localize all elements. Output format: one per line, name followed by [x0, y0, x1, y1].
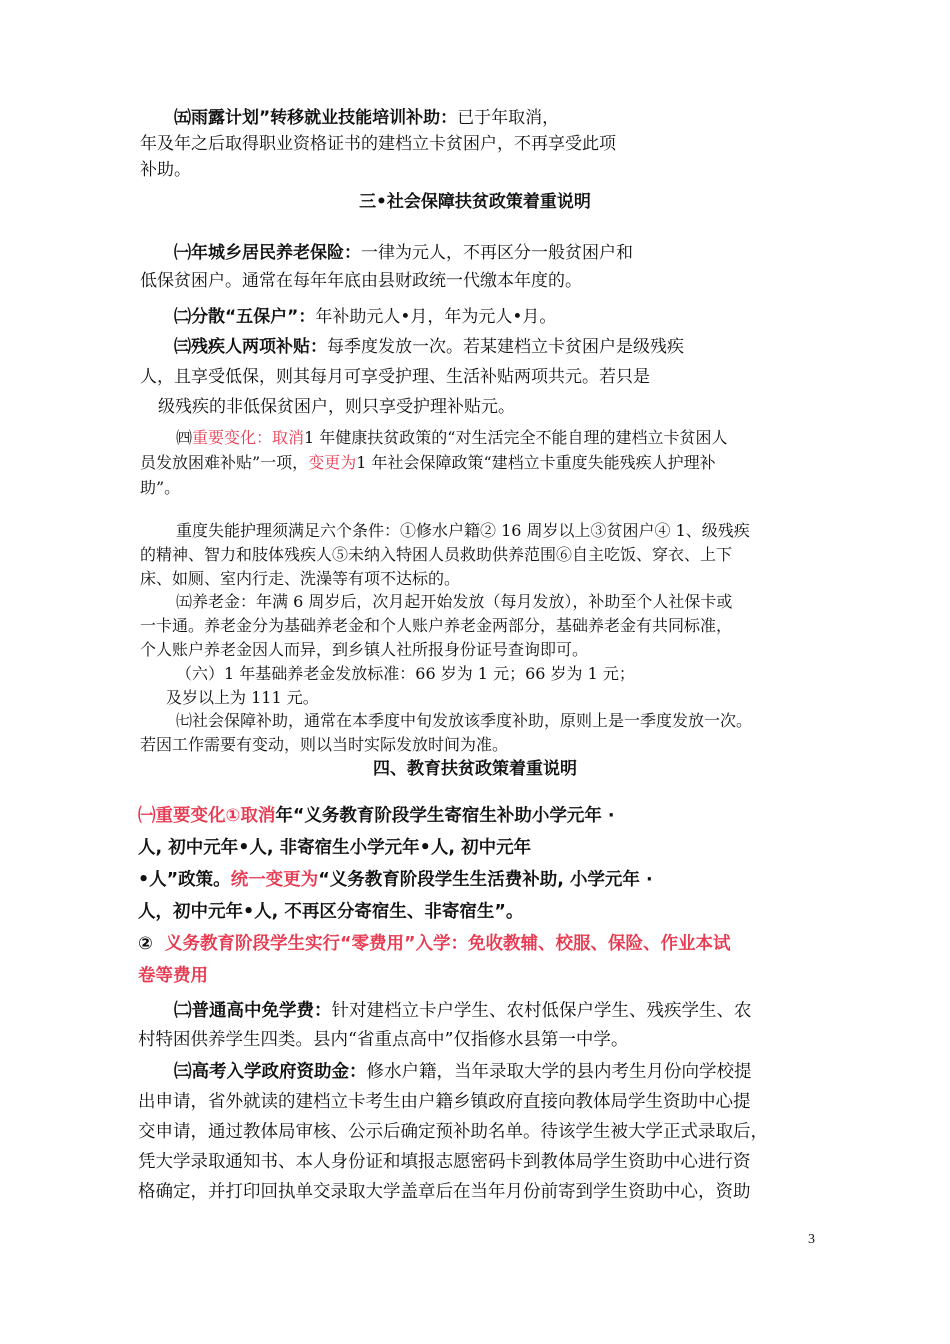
- ed-item-1-line-3a: •人”政策。: [138, 870, 231, 890]
- care-line-1: 重度失能护理须满足六个条件：①修水户籍② 16 周岁以上③贫困户④ 1、级残疾: [176, 521, 750, 540]
- ed-item-3-line-5: 格确定，并打印回执单交录取大学盖章后在当年月份前寄到学生资助中心，资助: [138, 1182, 751, 1202]
- ss-item-7-line-1: ㈦社会保障补助，通常在本季度中旬发放该季度补助，原则上是一季度发放一次。: [176, 711, 753, 730]
- ss-item-4-line-3: 助”。: [140, 478, 181, 497]
- ed-item-1-number: ㈠: [138, 806, 156, 826]
- ss-item-1: [174, 245, 633, 262]
- ed-item-1-circled-2: ②: [138, 934, 153, 954]
- ss-item-4-change-to: 变更为: [308, 453, 357, 472]
- ed-item-3-line-4: 凭大学录取通知书、本人身份证和填报志愿密码卡到教体局学生资助中心进行资: [138, 1152, 751, 1172]
- ss-item-4-line-2b: 1 年社会保障政策“建档立卡重度失能残疾人护理补: [356, 453, 716, 472]
- ed-item-2-line-2: 村特困供养学生四类。县内“省重点高中”仅指修水县第一中学。: [138, 1030, 629, 1050]
- ed-item-1-line-3b: “义务教育阶段学生生活费补助, 小学元年 ·: [318, 870, 653, 890]
- care-line-3: 床、如厕、室内行走、洗澡等有项不达标的。: [140, 569, 461, 588]
- ed-item-3-text: 修水户籍，当年录取大学的县内考生月份向学校提: [366, 1062, 752, 1082]
- ed-item-1-line-3: [138, 872, 653, 890]
- s5-text: 已于年取消，: [457, 108, 560, 128]
- ss-item-6-line-2: 及岁以上为 111 元。: [166, 688, 319, 707]
- ss-item-4-text: 1 年健康扶贫政策的“对生活完全不能自理的建档立卡贫困人: [304, 428, 728, 447]
- ss-item-4-line-2: [140, 455, 716, 471]
- s5-line-1: [174, 110, 559, 127]
- ss-item-5-line-1: ㈤养老金：年满 6 周岁后，次月起开始发放（每月发放），补助至个人社保卡或: [176, 592, 733, 611]
- ss-item-4-number: ㈣: [176, 428, 193, 447]
- ed-item-2: [174, 1003, 752, 1021]
- ss-item-1-heading: ㈠年城乡居民养老保险：: [174, 243, 361, 263]
- ed-item-1-text: 年“义务教育阶段学生寄宿生补助小学元年 ·: [275, 806, 615, 826]
- ed-item-3-line-2: 出申请，省外就读的建档立卡考生由户籍乡镇政府直接向教体局学生资助中心提: [138, 1092, 751, 1112]
- ss-item-7-line-2: 若因工作需要有变动，则以当时实际发放时间为准。: [140, 735, 509, 754]
- ss-item-5-line-2: 一卡通。养老金分为基础养老金和个人账户养老金两部分，基础养老金有共同标准，: [140, 616, 733, 635]
- ss-item-1-text: 一律为元人，不再区分一般贫困户和: [361, 243, 633, 263]
- ed-item-3: [174, 1064, 752, 1082]
- ed-item-3-line-3: 交申请，通过教体局审核、公示后确定预补助名单。待该学生被大学正式录取后，: [138, 1122, 768, 1142]
- ed-item-1-line-2: 人, 初中元年•人, 非寄宿生小学元年•人, 初中元年: [138, 838, 532, 858]
- ss-item-2-text: 年补助元人•月，年为元人•月。: [315, 307, 557, 327]
- s5-line-3: 补助。: [140, 160, 191, 180]
- ss-item-4-change-label: 重要变化：取消: [192, 428, 305, 447]
- ss-item-3-line-3: 级残疾的非低保贫困户，则只享受护理补贴元。: [158, 397, 515, 417]
- ss-item-3-line-2: 人，且享受低保，则其每月可享受护理、生活补贴两项共元。若只是: [140, 367, 650, 387]
- ed-item-1-line-5: [138, 936, 731, 954]
- ed-item-1-cancel-label: ①取消: [225, 806, 276, 826]
- ed-item-1-line-4: 人，初中元年•人, 不再区分寄宿生、非寄宿生”。: [138, 902, 524, 922]
- ss-item-3-heading: ㈢残疾人两项补贴：: [174, 337, 327, 357]
- ed-item-1-line-6: 卷等费用: [138, 966, 208, 986]
- ed-item-2-text: 针对建档立卡户学生、农村低保户学生、残疾学生、农: [331, 1001, 752, 1021]
- ss-item-6-line-1: （六）1 年基础养老金发放标准：66 岁为 1 元；66 岁为 1 元；: [176, 664, 635, 683]
- section-heading-3: 三•社会保障扶贫政策着重说明: [359, 192, 591, 212]
- ed-item-1-change-to: 统一变更为: [230, 870, 319, 890]
- ss-item-3-text: 每季度发放一次。若某建档立卡贫困户是级残疾: [327, 337, 684, 357]
- s5-line-2: 年及年之后取得职业资格证书的建档立卡贫困户，不再享受此项: [140, 134, 616, 154]
- ed-item-1-change-label: 重要变化: [155, 806, 226, 826]
- ed-item-1-zero-fee: 义务教育阶段学生实行“零费用”入学：免收教辅、校服、保险、作业本试: [165, 934, 731, 954]
- page-number: 3: [808, 1232, 815, 1247]
- ed-item-3-heading: ㈢高考入学政府资助金：: [174, 1062, 367, 1082]
- ss-item-5-line-3: 个人账户养老金因人而异，到乡镇人社所报身份证号查询即可。: [140, 640, 589, 659]
- section-heading-4: 四、教育扶贫政策着重说明: [373, 759, 577, 779]
- ss-item-2: [174, 309, 556, 326]
- ss-item-2-heading: ㈡分散“五保户”：: [174, 307, 316, 327]
- ss-item-3: [174, 339, 684, 356]
- ed-item-1-line-1: [138, 808, 615, 826]
- ss-item-1-line-2: 低保贫困户。通常在每年年底由县财政统一代缴本年度的。: [140, 271, 582, 291]
- ed-item-2-heading: ㈡普通高中免学费：: [174, 1001, 332, 1021]
- s5-heading: ㈤雨露计划”转移就业技能培训补助：: [174, 108, 458, 128]
- care-line-2: 的精神、智力和肢体残疾人⑤未纳入特困人员救助供养范围⑥自主吃饭、穿衣、上下: [140, 545, 733, 564]
- ss-item-4: [176, 430, 727, 446]
- ss-item-4-line-2a: 员发放困难补贴”一项，: [140, 453, 309, 472]
